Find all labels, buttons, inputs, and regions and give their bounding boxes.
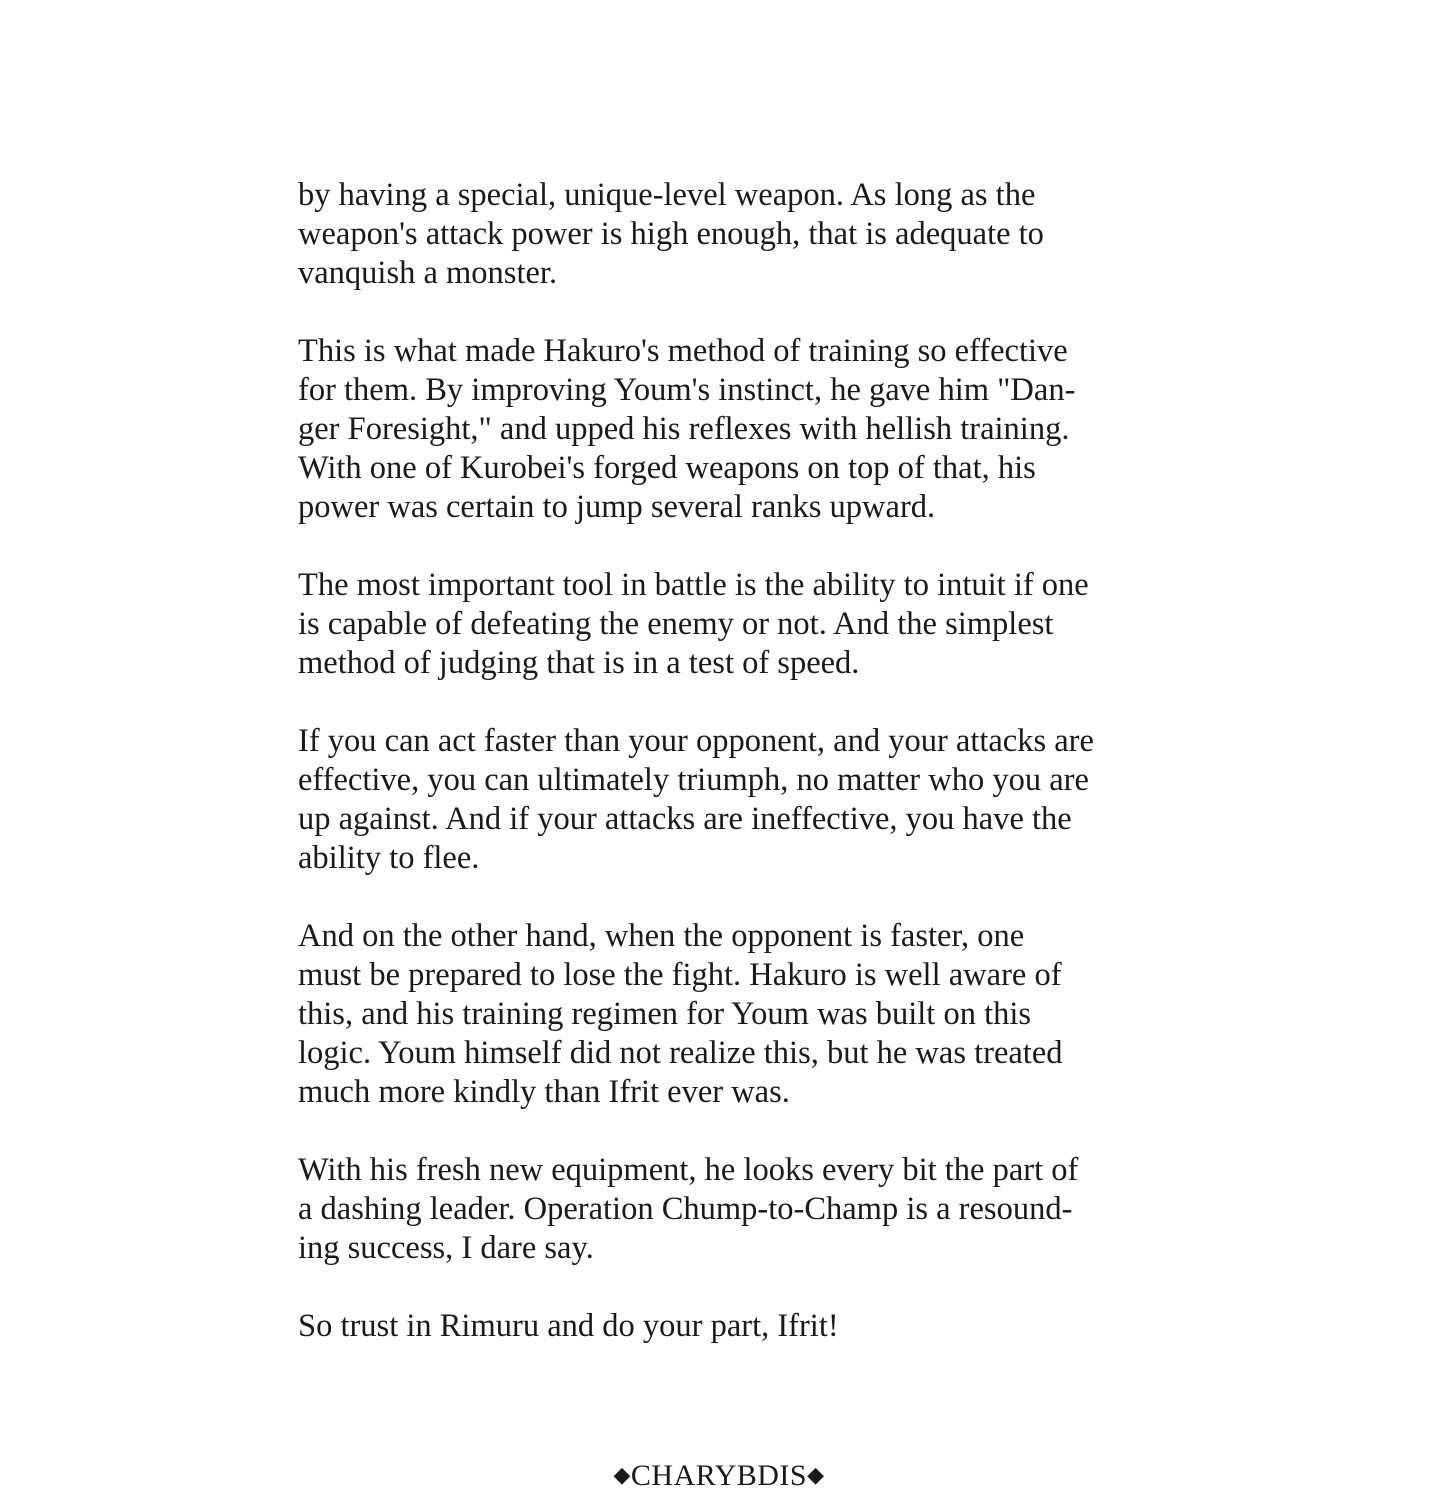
text-line: This is what made Hakuro's method of training so effective <box>298 333 1068 369</box>
diamond-ornament-icon: ◆ <box>807 1462 825 1487</box>
text-line: must be prepared to lose the fight. Hakuro is well aware of <box>298 957 1062 993</box>
text-line: a dashing leader. Operation Chump-to-Champ is a resound- <box>298 1191 1073 1227</box>
chapter-name: CHARYBDIS <box>630 1459 808 1492</box>
paragraph-3 <box>298 566 1158 683</box>
text-line: much more kindly than Ifrit ever was. <box>298 1074 790 1110</box>
text-line: ger Foresight," and upped his reflexes with hellish training. <box>298 411 1070 447</box>
diamond-ornament-icon: ◆ <box>613 1462 631 1487</box>
paragraph-6 <box>298 1151 1158 1268</box>
text-line: weapon's attack power is high enough, that is adequate to <box>298 216 1044 252</box>
text-line: With his fresh new equipment, he looks every bit the part of <box>298 1152 1079 1188</box>
text-line: for them. By improving Youm's instinct, he gave him "Dan- <box>298 372 1076 408</box>
text-line: ing success, I dare say. <box>298 1230 594 1266</box>
text-line: And on the other hand, when the opponent is faster, one <box>298 918 1025 954</box>
text-line: method of judging that is in a test of speed. <box>298 645 860 681</box>
text-line: effective, you can ultimately triumph, no matter who you are <box>298 762 1089 798</box>
text-line: by having a special, unique-level weapon. As long as the <box>298 177 1036 213</box>
text-line: So trust in Rimuru and do your part, Ifrit! <box>298 1308 839 1344</box>
page-body <box>298 176 1158 1346</box>
text-line: up against. And if your attacks are ineffective, you have the <box>298 801 1072 837</box>
text-line: power was certain to jump several ranks upward. <box>298 489 936 525</box>
text-line: logic. Youm himself did not realize this, but he was treated <box>298 1035 1063 1071</box>
text-line: If you can act faster than your opponent, and your attacks are <box>298 723 1094 759</box>
text-line: ability to flee. <box>298 840 480 876</box>
paragraph-1 <box>298 176 1158 293</box>
text-line: The most important tool in battle is the ability to intuit if one <box>298 567 1089 603</box>
paragraph-2 <box>298 332 1158 527</box>
text-line: With one of Kurobei's forged weapons on top of that, his <box>298 450 1036 486</box>
text-line: is capable of defeating the enemy or not. And the simplest <box>298 606 1054 642</box>
paragraph-5 <box>298 917 1158 1112</box>
paragraph-7 <box>298 1307 1158 1346</box>
text-line: this, and his training regimen for Youm was built on this <box>298 996 1032 1032</box>
running-footer <box>0 1455 1438 1496</box>
text-line: vanquish a monster. <box>298 255 558 291</box>
paragraph-4 <box>298 722 1158 878</box>
